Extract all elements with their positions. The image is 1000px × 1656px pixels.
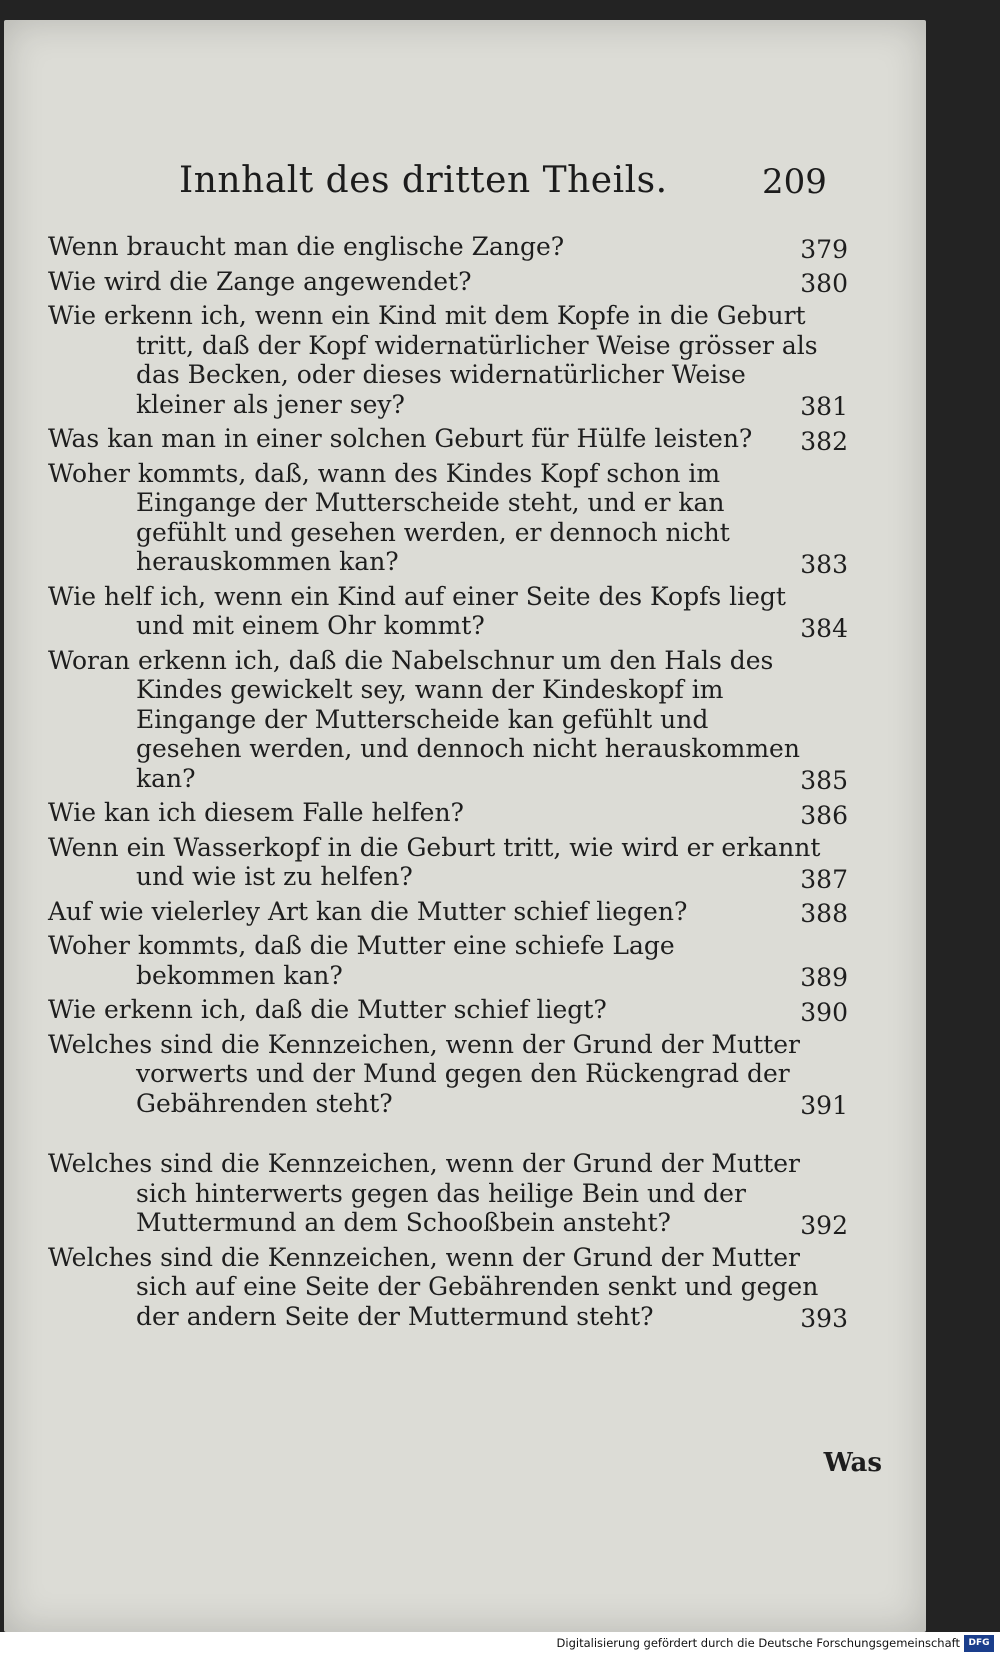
toc-entry [48, 267, 848, 297]
toc-page-ref: 383 [800, 549, 848, 579]
toc-entry [48, 459, 848, 577]
toc-question: Woher kommts, daß, wann des Kindes Kopf schon im Eingange der Mutterscheide steht, und er kan gefühlt und gesehen werden, er dennoch nicht herauskommen kan? [48, 458, 730, 576]
toc-entry [48, 1243, 848, 1332]
toc-page-ref: 387 [800, 864, 848, 894]
toc-page-ref: 388 [800, 899, 848, 928]
toc-entry [48, 301, 848, 419]
funding-credit: Digitalisierung gefördert durch die Deutsche Forschungsgemeinschaft [556, 1636, 960, 1650]
toc-entry [48, 833, 848, 892]
footer-bar [0, 1632, 1000, 1656]
toc-entry [48, 232, 848, 262]
toc-question: Woran erkenn ich, daß die Nabelschnur um den Hals des Kindes gewickelt sey, wann der Kindeskopf im Eingange der Mutterscheide kan gefühlt und gesehen werden, und dennoch nicht herauskommen kan? [48, 645, 800, 793]
toc-question: Wie kan ich diesem Falle helfen? [48, 798, 464, 827]
toc-page-ref: 393 [800, 1304, 848, 1333]
toc-question: Wenn braucht man die englische Zange? [48, 232, 565, 261]
toc-page-ref: 385 [800, 766, 848, 795]
toc-question: Woher kommts, daß die Mutter eine schiefe Lage bekommen kan? [48, 931, 675, 990]
toc-entry [48, 1030, 848, 1119]
toc-page-ref: 380 [800, 269, 848, 298]
toc-question: Wie erkenn ich, wenn ein Kind mit dem Kopfe in die Geburt tritt, daß der Kopf widernatürlicher Weise grösser als das Becken, oder dieses widernatürlicher Weise kleiner als jener sey? [48, 301, 818, 419]
dfg-logo-icon: DFG [964, 1635, 994, 1652]
toc-entry [48, 646, 848, 794]
toc-page-ref: 389 [800, 963, 848, 992]
toc-question: Auf wie vielerley Art kan die Mutter schief liegen? [48, 896, 688, 926]
toc-question: Wie helf ich, wenn ein Kind auf einer Seite des Kopfs liegt und mit einem Ohr kommt? [48, 581, 786, 640]
toc-page-ref: 381 [800, 392, 848, 421]
table-of-contents [48, 232, 848, 1336]
toc-page-ref: 390 [800, 997, 848, 1027]
toc-question: Welches sind die Kennzeichen, wenn der Grund der Mutter vorwerts und der Mund gegen den Rückengrad der Gebährenden steht? [48, 1029, 800, 1118]
toc-entry [48, 931, 848, 990]
book-page [4, 20, 926, 1632]
page-number: 209 [762, 162, 827, 202]
toc-entry [48, 1149, 848, 1238]
toc-question: Wenn ein Wasserkopf in die Geburt tritt, wie wird er erkannt und wie ist zu helfen? [48, 832, 821, 891]
toc-question: Was kan man in einer solchen Geburt für Hülfe leisten? [48, 424, 753, 453]
toc-question: Welches sind die Kennzeichen, wenn der Grund der Mutter sich hinterwerts gegen das heilige Bein und der Muttermund an dem Schooßbein ansteht? [48, 1149, 800, 1237]
toc-entry [48, 798, 848, 828]
toc-entry [48, 424, 848, 454]
toc-entry [48, 897, 848, 927]
entry-gap [48, 1123, 848, 1149]
toc-entry [48, 582, 848, 641]
catchword: Was [823, 1448, 882, 1478]
toc-question: Wie wird die Zange angewendet? [48, 266, 472, 296]
toc-page-ref: 384 [800, 613, 848, 643]
toc-question: Wie erkenn ich, daß die Mutter schief liegt? [48, 995, 607, 1024]
toc-page-ref: 379 [800, 234, 848, 264]
running-head-title: Innhalt des dritten Theils. [179, 160, 668, 201]
toc-page-ref: 391 [800, 1091, 848, 1120]
toc-page-ref: 392 [800, 1210, 848, 1240]
toc-page-ref: 382 [800, 426, 848, 456]
toc-entry [48, 995, 848, 1025]
toc-question: Welches sind die Kennzeichen, wenn der Grund der Mutter sich auf eine Seite der Gebährenden senkt und gegen der andern Seite der Muttermund steht? [48, 1242, 819, 1331]
toc-page-ref: 386 [800, 800, 848, 830]
